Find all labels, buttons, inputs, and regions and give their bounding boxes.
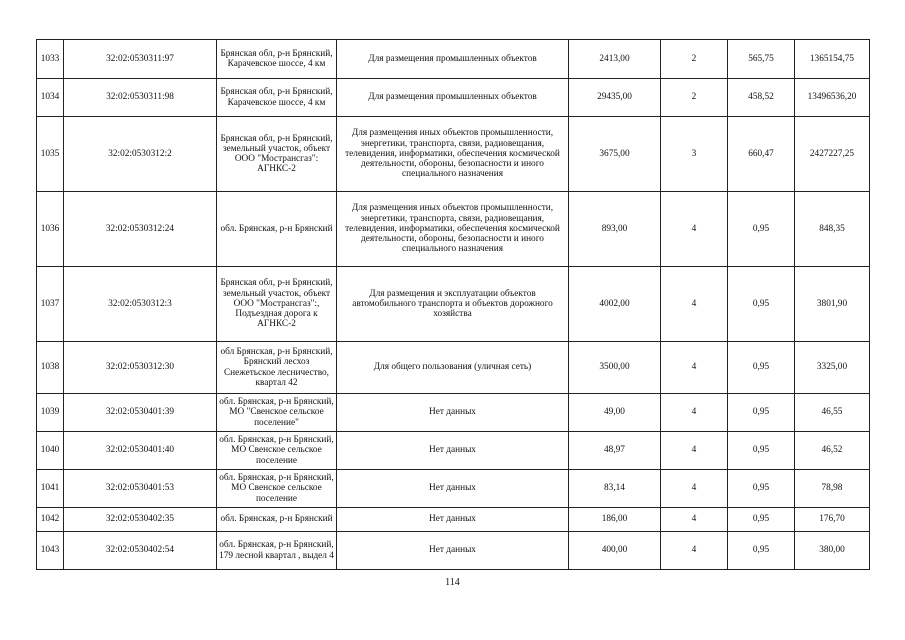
- cadastral-number-cell: 32:02:0530312:2: [64, 117, 217, 192]
- permitted-use-cell: Для общего пользования (уличная сеть): [337, 342, 569, 394]
- area-cell: 4002,00: [569, 267, 661, 342]
- area-cell: 2413,00: [569, 40, 661, 79]
- row-number-cell: 1036: [37, 192, 64, 267]
- page-number: 114: [445, 577, 460, 588]
- row-number-cell: 1038: [37, 342, 64, 394]
- address-cell: Брянская обл, р-н Брянский, Карачевское шоссе, 4 км: [217, 40, 337, 79]
- address-cell: обл Брянская, р-н Брянский, Брянский лесхоз Снежетьское лесничество, квартал 42: [217, 342, 337, 394]
- table-row: [37, 432, 870, 470]
- specific-value-cell: 0,95: [728, 342, 795, 394]
- area-cell: 3500,00: [569, 342, 661, 394]
- group-cell: 4: [661, 192, 728, 267]
- group-cell: 4: [661, 432, 728, 470]
- cadastral-value-cell: 848,35: [795, 192, 870, 267]
- permitted-use-cell: Нет данных: [337, 432, 569, 470]
- address-cell: Брянская обл, р-н Брянский, земельный участок, объект ООО "Мострансгаз": АГНКС-2: [217, 117, 337, 192]
- specific-value-cell: 0,95: [728, 470, 795, 508]
- permitted-use-cell: Для размещения иных объектов промышленности, энергетики, транспорта, связи, радиовещания, телевидения, информатики, обеспечения космической деятельности, обороны, безопасности и иного специального назначения: [337, 117, 569, 192]
- cadastral-value-cell: 176,70: [795, 508, 870, 532]
- cadastral-number-cell: 32:02:0530312:24: [64, 192, 217, 267]
- permitted-use-cell: Нет данных: [337, 508, 569, 532]
- area-cell: 186,00: [569, 508, 661, 532]
- cadastral-number-cell: 32:02:0530402:35: [64, 508, 217, 532]
- row-number-cell: 1043: [37, 532, 64, 570]
- row-number-cell: 1035: [37, 117, 64, 192]
- address-cell: обл. Брянская, р-н Брянский: [217, 508, 337, 532]
- specific-value-cell: 0,95: [728, 394, 795, 432]
- permitted-use-cell: Нет данных: [337, 394, 569, 432]
- specific-value-cell: 0,95: [728, 267, 795, 342]
- group-cell: 4: [661, 508, 728, 532]
- cadastral-value-cell: 2427227,25: [795, 117, 870, 192]
- group-cell: 4: [661, 532, 728, 570]
- area-cell: 3675,00: [569, 117, 661, 192]
- specific-value-cell: 0,95: [728, 192, 795, 267]
- cadastral-value-cell: 46,55: [795, 394, 870, 432]
- table-row: [37, 40, 870, 79]
- row-number-cell: 1042: [37, 508, 64, 532]
- land-register-table: [36, 39, 870, 570]
- cadastral-value-cell: 3801,90: [795, 267, 870, 342]
- address-cell: Брянская обл, р-н Брянский, Карачевское шоссе, 4 км: [217, 79, 337, 117]
- group-cell: 4: [661, 267, 728, 342]
- cadastral-number-cell: 32:02:0530311:98: [64, 79, 217, 117]
- cadastral-number-cell: 32:02:0530401:40: [64, 432, 217, 470]
- cadastral-value-cell: 13496536,20: [795, 79, 870, 117]
- area-cell: 893,00: [569, 192, 661, 267]
- cadastral-value-cell: 3325,00: [795, 342, 870, 394]
- specific-value-cell: 0,95: [728, 432, 795, 470]
- address-cell: обл. Брянская, р-н Брянский, МО "Свенское сельское поселение": [217, 394, 337, 432]
- specific-value-cell: 565,75: [728, 40, 795, 79]
- cadastral-value-cell: 78,98: [795, 470, 870, 508]
- cadastral-value-cell: 380,00: [795, 532, 870, 570]
- row-number-cell: 1039: [37, 394, 64, 432]
- specific-value-cell: 0,95: [728, 508, 795, 532]
- specific-value-cell: 660,47: [728, 117, 795, 192]
- table-row: [37, 192, 870, 267]
- table-row: [37, 470, 870, 508]
- address-cell: обл. Брянская, р-н Брянский: [217, 192, 337, 267]
- area-cell: 48,97: [569, 432, 661, 470]
- row-number-cell: 1037: [37, 267, 64, 342]
- specific-value-cell: 458,52: [728, 79, 795, 117]
- area-cell: 49,00: [569, 394, 661, 432]
- permitted-use-cell: Для размещения промышленных объектов: [337, 79, 569, 117]
- table-row: [37, 394, 870, 432]
- address-cell: Брянская обл, р-н Брянский, земельный участок, объект ООО "Мострансгаз":, Подъездная дорога к АГНКС-2: [217, 267, 337, 342]
- table-row: [37, 342, 870, 394]
- row-number-cell: 1041: [37, 470, 64, 508]
- permitted-use-cell: Нет данных: [337, 532, 569, 570]
- cadastral-number-cell: 32:02:0530401:39: [64, 394, 217, 432]
- address-cell: обл. Брянская, р-н Брянский, МО Свенское сельское поселение: [217, 470, 337, 508]
- area-cell: 400,00: [569, 532, 661, 570]
- row-number-cell: 1040: [37, 432, 64, 470]
- specific-value-cell: 0,95: [728, 532, 795, 570]
- group-cell: 4: [661, 470, 728, 508]
- area-cell: 83,14: [569, 470, 661, 508]
- row-number-cell: 1033: [37, 40, 64, 79]
- permitted-use-cell: Нет данных: [337, 470, 569, 508]
- group-cell: 4: [661, 394, 728, 432]
- cadastral-value-cell: 46,52: [795, 432, 870, 470]
- group-cell: 2: [661, 79, 728, 117]
- table-row: [37, 117, 870, 192]
- cadastral-number-cell: 32:02:0530312:3: [64, 267, 217, 342]
- address-cell: обл. Брянская, р-н Брянский, 179 лесной квартал , выдел 4: [217, 532, 337, 570]
- address-cell: обл. Брянская, р-н Брянский, МО Свенское сельское поселение: [217, 432, 337, 470]
- cadastral-number-cell: 32:02:0530311:97: [64, 40, 217, 79]
- permitted-use-cell: Для размещения промышленных объектов: [337, 40, 569, 79]
- permitted-use-cell: Для размещения и эксплуатации объектов автомобильного транспорта и объектов дорожного хозяйства: [337, 267, 569, 342]
- table-row: [37, 267, 870, 342]
- row-number-cell: 1034: [37, 79, 64, 117]
- cadastral-number-cell: 32:02:0530312:30: [64, 342, 217, 394]
- cadastral-number-cell: 32:02:0530401:53: [64, 470, 217, 508]
- cadastral-value-cell: 1365154,75: [795, 40, 870, 79]
- group-cell: 4: [661, 342, 728, 394]
- permitted-use-cell: Для размещения иных объектов промышленности, энергетики, транспорта, связи, радиовещания, телевидения, информатики, обеспечения космической деятельности, обороны, безопасности и иного специального назначения: [337, 192, 569, 267]
- table-row: [37, 79, 870, 117]
- group-cell: 2: [661, 40, 728, 79]
- table-row: [37, 508, 870, 532]
- area-cell: 29435,00: [569, 79, 661, 117]
- group-cell: 3: [661, 117, 728, 192]
- cadastral-number-cell: 32:02:0530402:54: [64, 532, 217, 570]
- table-row: [37, 532, 870, 570]
